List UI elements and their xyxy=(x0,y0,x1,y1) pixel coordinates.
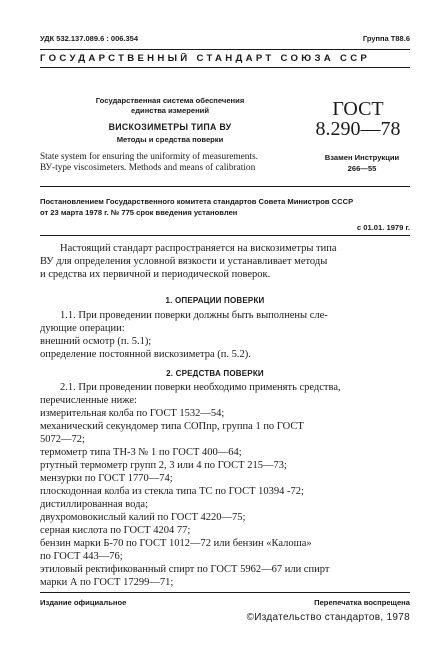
section-2-line: бензин марки Б-70 по ГОСТ 1012—72 или бензин «Калоша» xyxy=(40,538,312,549)
official-edition: Издание официальное xyxy=(40,598,127,607)
intro-line-2: ВУ для определения условной вязкости и устанавливает методы xyxy=(40,256,328,267)
english-line-1: State system for ensuring the uniformity of measurements. xyxy=(40,152,258,162)
banner-bottom-rule xyxy=(40,67,410,68)
section-2-line: плоскодонная колба из стекла типа ТС по ГОСТ 10394 -72; xyxy=(40,486,304,497)
section-1-line: дующие операции: xyxy=(40,323,125,334)
section-2-line: марки А по ГОСТ 17299—71; xyxy=(40,577,174,588)
group-code: Группа Т88.6 xyxy=(362,34,410,43)
intro-line-3: и средства их первичной и периодической поверок. xyxy=(40,269,271,280)
system-name xyxy=(60,96,280,116)
section-2-line: 5072—72; xyxy=(40,434,85,445)
udk-code: УДК 532.137.089.6 : 006.354 xyxy=(40,34,139,43)
section-1-line: внешний осмотр (п. 5.1); xyxy=(40,336,152,347)
copyright: ©Издательство стандартов, 1978 xyxy=(246,612,410,623)
banner-top-rule xyxy=(40,49,410,50)
document-subtitle: Методы и средства поверки xyxy=(116,135,224,144)
decree-bottom-rule xyxy=(40,235,410,236)
section-2-line: мензурки по ГОСТ 1770—74; xyxy=(40,473,173,484)
reprint-notice: Перепечатка воспрещена xyxy=(314,598,410,607)
section-1-heading: 1. ОПЕРАЦИИ ПОВЕРКИ xyxy=(165,296,265,305)
gost-label: ГОСТ xyxy=(332,98,384,120)
replacement-note xyxy=(312,153,412,174)
section-2-line: серная кислота по ГОСТ 4204 77; xyxy=(40,525,191,536)
system-line-1: Государственная система обеспечения xyxy=(95,96,245,105)
system-line-2: единства измерений xyxy=(130,106,210,115)
section-2-line: дистиллированная вода; xyxy=(40,499,149,510)
section-1-line: 1.1. При проведении поверки должны быть выполнены сле- xyxy=(60,310,328,321)
gost-number: 8.290—78 xyxy=(315,118,401,140)
replacement-line-1: Взамен Инструкции xyxy=(324,153,400,162)
section-2-line: двухромовокислый калий по ГОСТ 4220—75; xyxy=(40,512,246,523)
section-2-line: этиловый ректификованный спирт по ГОСТ 5962—67 или спирт xyxy=(40,564,330,575)
decree-text xyxy=(40,197,353,218)
replacement-line-2: 266—55 xyxy=(347,163,377,173)
section-2-line: 2.1. При проведении поверки необходимо применять средства, xyxy=(60,382,341,393)
section-2-line: перечисленные ниже: xyxy=(40,395,137,406)
intro-line-1: Настоящий стандарт распространяется на вискозиметры типа xyxy=(60,243,337,254)
banner-title: ГОСУДАРСТВЕННЫЙ СТАНДАРТ СОЮЗА ССР xyxy=(40,53,371,64)
section-1-line: определение постоянной вискозиметра (п. 5.2). xyxy=(40,349,251,360)
section-2-line: механический секундомер типа СОПпр, группа 1 по ГОСТ xyxy=(40,421,304,432)
section-2-line: по ГОСТ 443—76; xyxy=(40,551,123,562)
decree-date: с 01.01. 1979 г. xyxy=(356,223,410,232)
footer-rule xyxy=(40,592,410,593)
section-2-line: ртутный термометр групп 2, 3 или 4 по ГОСТ 215—73; xyxy=(40,460,287,471)
section-2-heading: 2. СРЕДСТВА ПОВЕРКИ xyxy=(166,369,264,378)
section-2-line: термометр типа ТН-3 № 1 по ГОСТ 400—64; xyxy=(40,447,242,458)
decree-top-rule xyxy=(40,186,410,187)
section-2-line: измерительная колба по ГОСТ 1532—54; xyxy=(40,408,225,419)
english-title xyxy=(40,152,258,174)
decree-line-2: от 23 марта 1978 г. № 775 срок введения установлен xyxy=(40,207,238,217)
english-line-2: ВУ-type viscosimeters. Methods and means of calibration xyxy=(40,163,256,173)
decree-line-1: Постановлением Государственного комитета стандартов Совета Министров СССР xyxy=(40,197,354,206)
document-title: ВИСКОЗИМЕТРЫ ТИПА ВУ xyxy=(108,122,232,132)
